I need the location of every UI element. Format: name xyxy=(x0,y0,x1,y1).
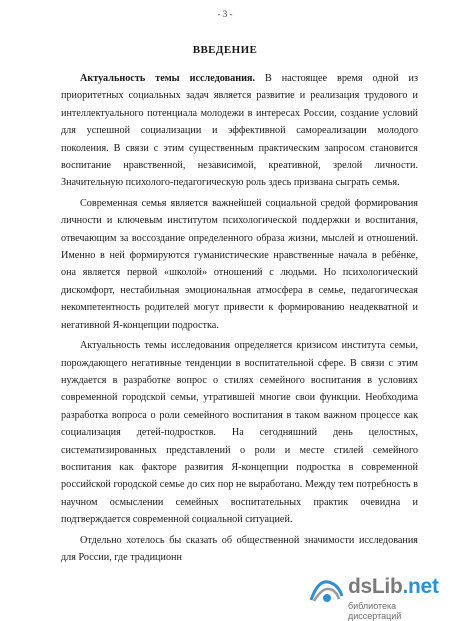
paragraph-text: Отдельно хотелось бы сказать об общественной значимости исследования для России, где традиционн xyxy=(61,534,418,563)
paragraph-significance xyxy=(61,532,418,567)
section-heading: ВВЕДЕНИЕ xyxy=(192,44,258,56)
paragraph-family xyxy=(61,195,418,334)
paragraph-crisis xyxy=(61,337,418,528)
watermark-subtitle: библиотека диссертаций xyxy=(348,601,402,621)
paragraph-text: В настоящее время одной из приоритетных социальных задач является развитие и реализация трудового и интеллектуального потенциала молодежи в интересах России, создание условий для успешной социализации и эффективной самореализации молодого поколения. В связи с этим существенным практическим запросом становится воспитание нравственной, независимой, креативной, зрелой личности. Значительную психолого-педагогическую роль здесь призвана сыграть семья. xyxy=(61,73,418,189)
paragraph-relevance xyxy=(61,70,418,192)
document-body xyxy=(61,70,418,571)
paragraph-lead: Актуальность темы исследования. xyxy=(80,73,255,84)
page-number: - 3 - xyxy=(217,9,233,19)
watermark-site-part2: .net xyxy=(402,575,439,598)
watermark-site-part1: dsLib xyxy=(348,575,403,598)
paragraph-text: Актуальность темы исследования определяется кризисом института семьи, порождающего негативные тенденции в воспитательной сфере. В связи с этим нуждается в разработке вопрос о стилях семейного воспитания в условиях современной городской семьи, утратившей многие свои функции. Необходима разработка вопроса о роли семейного воспитания в таком важном процессе как социализация детей-подростков. На сегодняшний день целостных, систематизированных представлений о роли и месте стилей семейного воспитания как факторе развития Я-концепции подростка в современной российской городской семье до сих пор не выработано. Между тем потребность в научном осмыслении семейных воспитательных практик очевидна и подтверждается современной социальной ситуацией. xyxy=(61,340,418,526)
dslib-watermark xyxy=(300,573,450,621)
paragraph-text: Современная семья является важнейшей социальной средой формирования личности и ключевым институтом психологической поддержки и воспитания, отвечающим за воссоздание определенного образа жизни, мыслей и отношений. Именно в ней формируются гуманистические нравственные начала в ребёнке, она является первой «школой» отношений с людьми. Но психологический дискомфорт, нестабильная эмоциональная атмосфера в семье, педагогическая некомпетентность родителей могут привести к формированию неадекватной и негативной Я-концепции подростка. xyxy=(61,197,418,331)
dslib-logo-icon xyxy=(308,576,346,606)
watermark-site-name xyxy=(348,575,439,599)
